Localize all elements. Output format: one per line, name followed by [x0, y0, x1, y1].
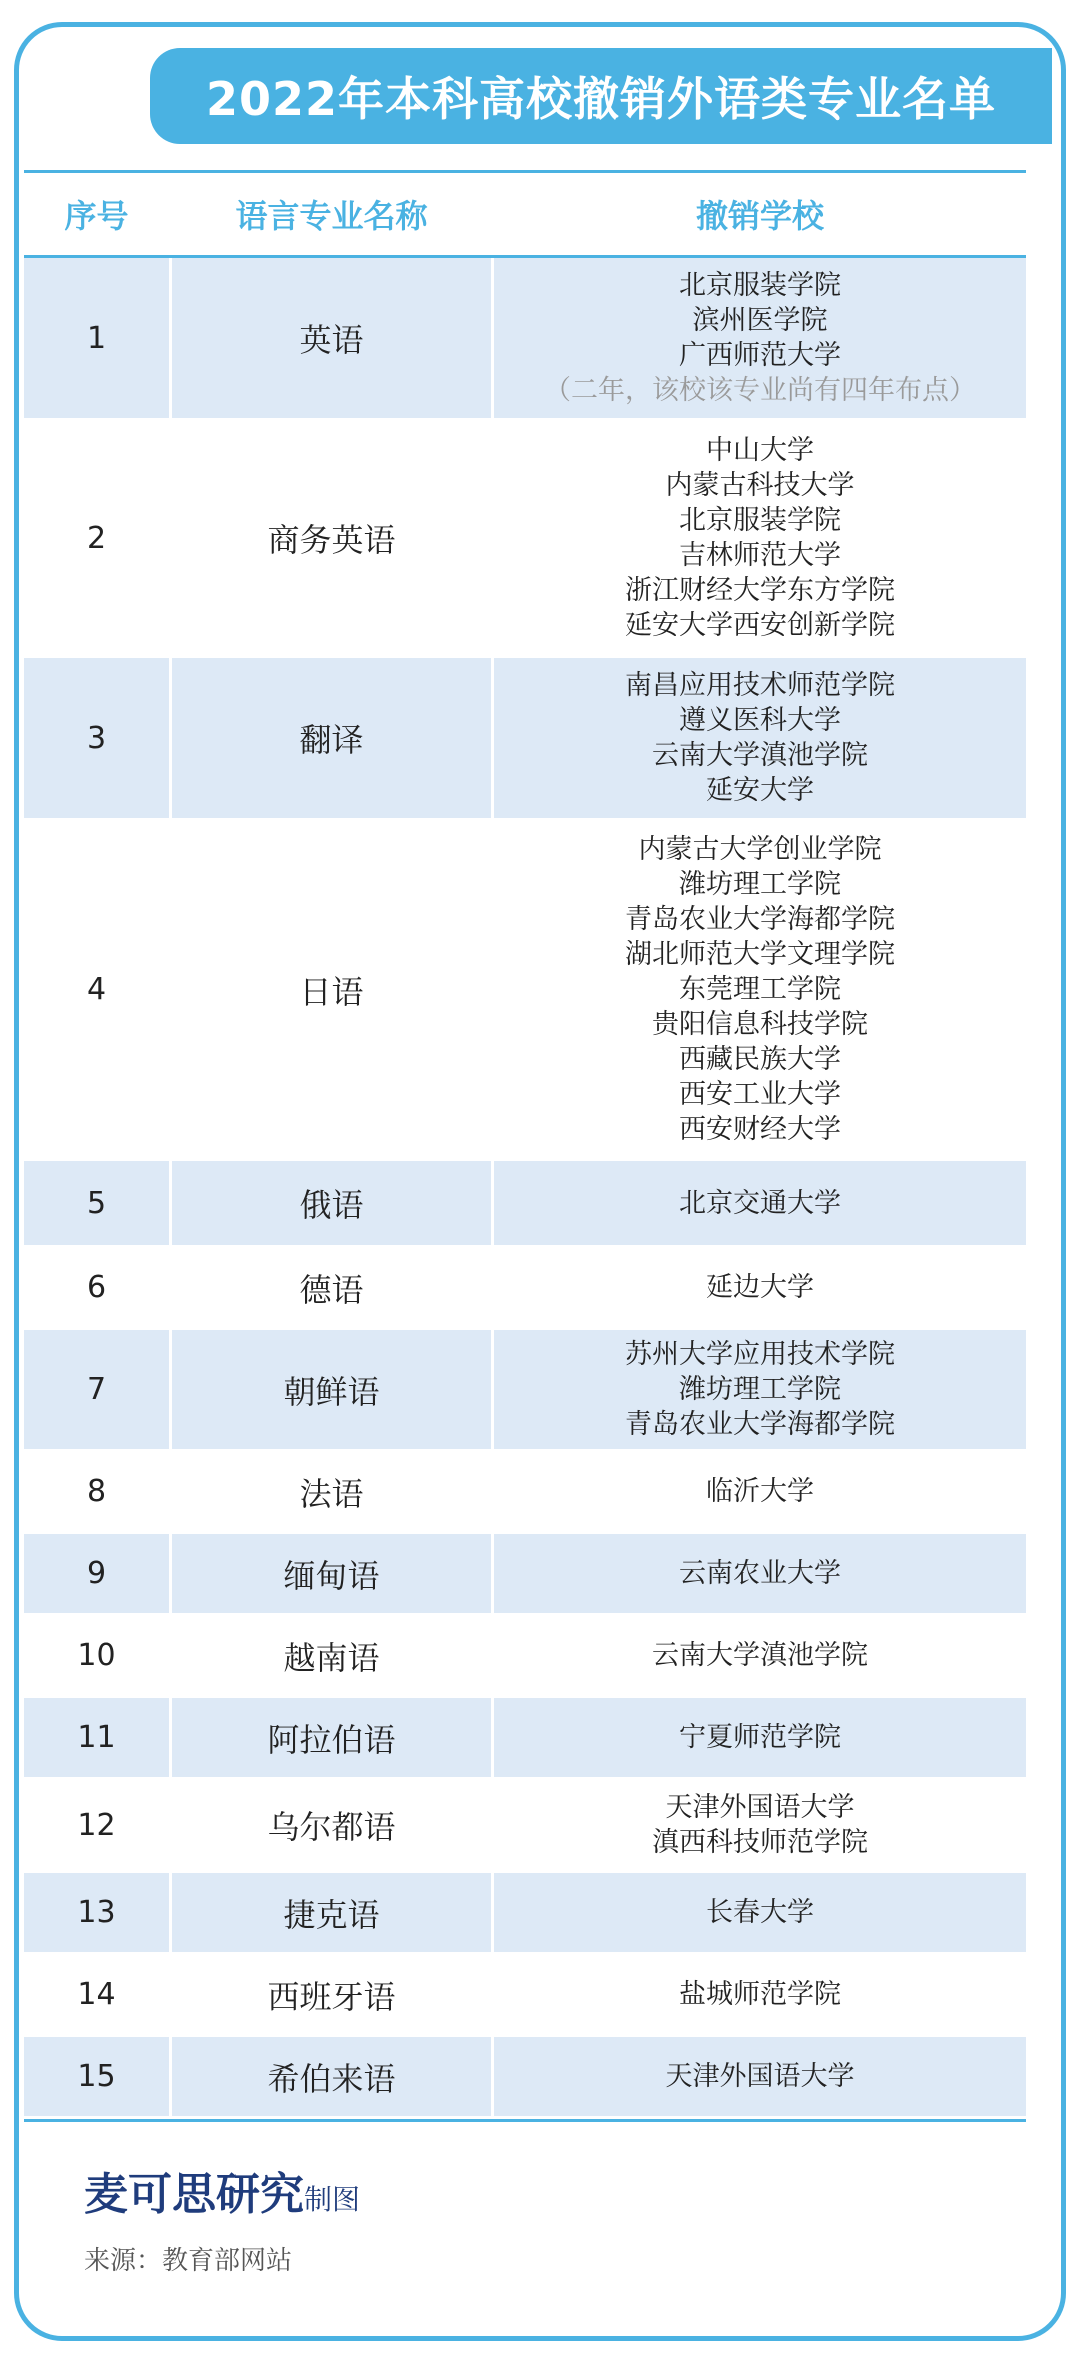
- table-row: [24, 1161, 1026, 1248]
- school-name: 云南大学滇池学院: [652, 740, 868, 771]
- school-name: 青岛农业大学海都学院: [625, 904, 895, 935]
- table-row: [24, 421, 1026, 658]
- school-name: 广西师范大学: [679, 340, 841, 371]
- row-schools: [494, 1955, 1026, 2034]
- school-name: 遵义医科大学: [679, 705, 841, 736]
- row-index: 13: [24, 1873, 172, 1952]
- table-row: [24, 1698, 1026, 1780]
- school-name: 苏州大学应用技术学院: [625, 1339, 895, 1370]
- row-index: 7: [24, 1330, 172, 1449]
- row-major: 法语: [172, 1452, 494, 1531]
- row-major: 缅甸语: [172, 1534, 494, 1613]
- school-name: 西藏民族大学: [679, 1044, 841, 1075]
- row-index: 12: [24, 1780, 172, 1870]
- page-title: 2022年本科高校撤销外语类专业名单: [150, 48, 1052, 144]
- row-index: 2: [24, 421, 172, 655]
- table-row: [24, 1780, 1026, 1873]
- school-name: 内蒙古科技大学: [665, 470, 855, 501]
- header-major: 语言专业名称: [172, 173, 494, 255]
- school-name: 延安大学: [706, 775, 814, 806]
- school-name: 吉林师范大学: [679, 540, 841, 571]
- footer-source: 来源：教育部网站: [84, 2246, 293, 2276]
- school-name: 潍坊理工学院: [679, 1374, 841, 1405]
- header-index: 序号: [24, 173, 172, 255]
- row-major: 阿拉伯语: [172, 1698, 494, 1777]
- row-major: 越南语: [172, 1616, 494, 1695]
- row-index: 15: [24, 2037, 172, 2116]
- row-schools: [494, 421, 1026, 655]
- school-name: 东莞理工学院: [679, 974, 841, 1005]
- table-bottom-rule: [24, 2119, 1026, 2122]
- row-index: 4: [24, 821, 172, 1158]
- school-note: （二年，该校该专业尚有四年布点）: [544, 375, 976, 406]
- row-schools: [494, 1161, 1026, 1245]
- majors-table: [24, 170, 1026, 2122]
- footer-brand: [84, 2158, 360, 2222]
- table-row: [24, 258, 1026, 421]
- row-schools: [494, 258, 1026, 418]
- school-name: 云南农业大学: [679, 1558, 841, 1589]
- row-schools: [494, 821, 1026, 1158]
- table-row: [24, 658, 1026, 821]
- row-schools: [494, 1698, 1026, 1777]
- table-row: [24, 1248, 1026, 1330]
- row-schools: [494, 658, 1026, 818]
- row-index: 5: [24, 1161, 172, 1245]
- row-major: 商务英语: [172, 421, 494, 655]
- school-name: 贵阳信息科技学院: [652, 1009, 868, 1040]
- row-major: 西班牙语: [172, 1955, 494, 2034]
- school-name: 南昌应用技术师范学院: [625, 670, 895, 701]
- row-index: 11: [24, 1698, 172, 1777]
- table-row: [24, 821, 1026, 1161]
- row-major: 俄语: [172, 1161, 494, 1245]
- row-index: 8: [24, 1452, 172, 1531]
- school-name: 天津外国语大学: [665, 1792, 855, 1823]
- table-body: [24, 258, 1026, 2119]
- table-row: [24, 1955, 1026, 2037]
- row-major: 德语: [172, 1248, 494, 1327]
- table-row: [24, 1452, 1026, 1534]
- row-schools: [494, 1248, 1026, 1327]
- school-name: 临沂大学: [706, 1476, 814, 1507]
- school-name: 西安财经大学: [679, 1114, 841, 1145]
- school-name: 云南大学滇池学院: [652, 1640, 868, 1671]
- row-major: 日语: [172, 821, 494, 1158]
- school-name: 浙江财经大学东方学院: [625, 575, 895, 606]
- brand-suffix: 制图: [304, 2183, 361, 2216]
- row-schools: [494, 2037, 1026, 2116]
- school-name: 西安工业大学: [679, 1079, 841, 1110]
- row-major: 翻译: [172, 658, 494, 818]
- brand-name: 麦可思研究: [84, 2169, 304, 2220]
- row-index: 6: [24, 1248, 172, 1327]
- row-index: 9: [24, 1534, 172, 1613]
- school-name: 滇西科技师范学院: [652, 1827, 868, 1858]
- row-index: 1: [24, 258, 172, 418]
- table-row: [24, 1330, 1026, 1452]
- table-row: [24, 1534, 1026, 1616]
- school-name: 盐城师范学院: [679, 1979, 841, 2010]
- school-name: 延安大学西安创新学院: [625, 610, 895, 641]
- table-header: [24, 173, 1026, 258]
- row-major: 朝鲜语: [172, 1330, 494, 1449]
- row-schools: [494, 1616, 1026, 1695]
- header-schools: 撤销学校: [695, 197, 824, 235]
- school-name: 宁夏师范学院: [679, 1722, 841, 1753]
- school-name: 北京交通大学: [679, 1187, 841, 1219]
- row-index: 10: [24, 1616, 172, 1695]
- row-index: 14: [24, 1955, 172, 2034]
- school-name: 青岛农业大学海都学院: [625, 1409, 895, 1440]
- school-name: 内蒙古大学创业学院: [638, 834, 882, 865]
- school-name: 中山大学: [706, 435, 814, 466]
- row-schools: [494, 1452, 1026, 1531]
- table-row: [24, 1616, 1026, 1698]
- school-name: 长春大学: [706, 1897, 814, 1928]
- school-name: 北京服装学院: [679, 270, 841, 301]
- row-index: 3: [24, 658, 172, 818]
- row-schools: [494, 1780, 1026, 1870]
- school-name: 滨州医学院: [692, 305, 828, 336]
- school-name: 延边大学: [706, 1272, 814, 1303]
- table-row: [24, 1873, 1026, 1955]
- school-name: 湖北师范大学文理学院: [625, 939, 895, 970]
- school-name: 北京服装学院: [679, 505, 841, 536]
- row-major: 捷克语: [172, 1873, 494, 1952]
- school-name: 天津外国语大学: [665, 2061, 855, 2092]
- row-schools: [494, 1873, 1026, 1952]
- school-name: 潍坊理工学院: [679, 869, 841, 900]
- row-schools: [494, 1534, 1026, 1613]
- row-schools: [494, 1330, 1026, 1449]
- table-row: [24, 2037, 1026, 2119]
- row-major: 英语: [172, 258, 494, 418]
- row-major: 乌尔都语: [172, 1780, 494, 1870]
- row-major: 希伯来语: [172, 2037, 494, 2116]
